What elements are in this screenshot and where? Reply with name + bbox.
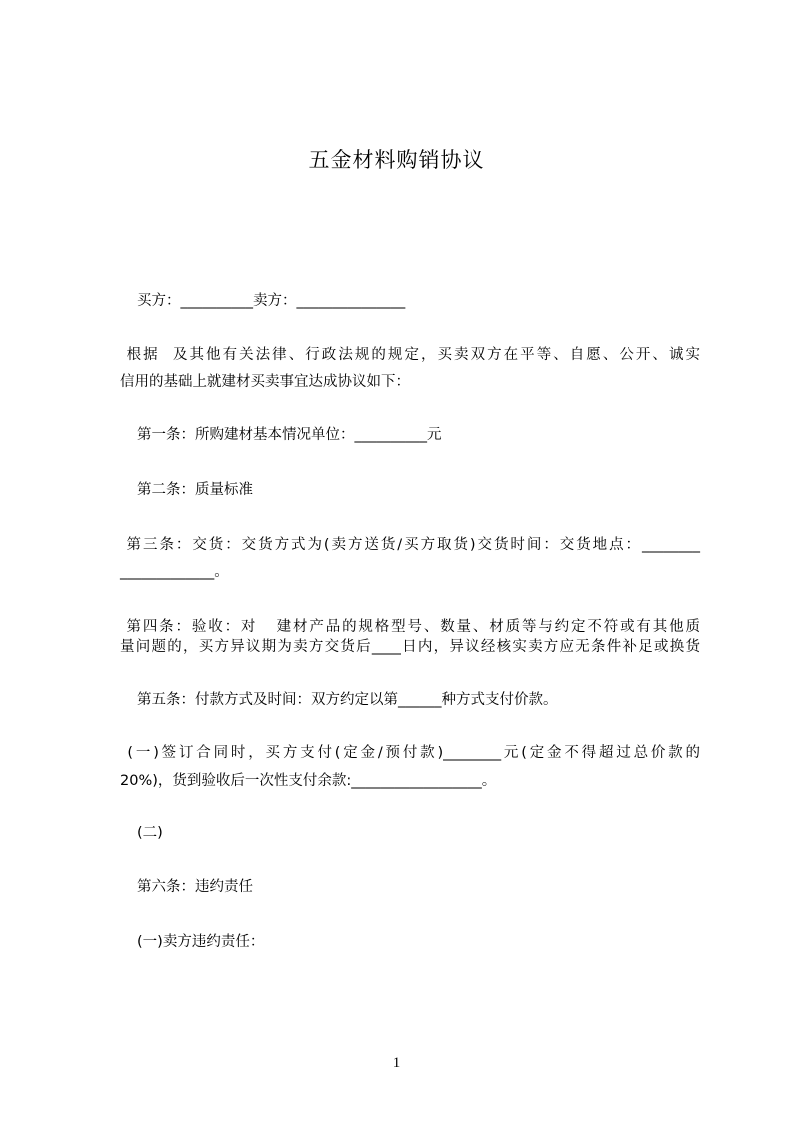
article-1: 第一条：所购建材基本情况单位：__________元 xyxy=(137,427,442,443)
article-4-line-1: 第四条：验收：对 建材产品的规格型号、数量、材质等与约定不符或有其他质 xyxy=(120,619,700,635)
document-title: 五金材料购销协议 xyxy=(308,148,485,172)
preamble-line-2: 信用的基础上就建材买卖事宜达成协议如下： xyxy=(120,374,410,390)
article-4-line-2: 量问题的，买方异议期为卖方交货后____日内，异议经核实卖方应无条件补足或换货 xyxy=(120,639,700,655)
article-6-item-1: (一)卖方违约责任： xyxy=(137,934,265,950)
article-5: 第五条：付款方式及时间：双方约定以第______种方式支付价款。 xyxy=(137,692,558,708)
article-5-item-1-line-2: 20%)，货到验收后一次性支付余款:__________________。 xyxy=(120,773,497,789)
parties-line: 买方：__________卖方：_______________ xyxy=(137,293,406,309)
article-3-line-2: _____________。 xyxy=(120,564,229,580)
article-6: 第六条：违约责任 xyxy=(137,879,253,895)
preamble-line-1: 根据 及其他有关法律、行政法规的规定，买卖双方在平等、自愿、公开、诚实 xyxy=(120,347,700,363)
article-5-item-1-line-1: (一)签订合同时，买方支付(定金/预付款)________元(定金不得超过总价款的 xyxy=(120,745,700,761)
article-5-item-2: (二) xyxy=(137,825,163,841)
article-3-line-1: 第三条：交货：交货方式为(卖方送货/买方取货)交货时间：交货地点：________ xyxy=(120,537,700,553)
page-number: 1 xyxy=(392,1055,401,1071)
article-2: 第二条：质量标准 xyxy=(137,482,253,498)
